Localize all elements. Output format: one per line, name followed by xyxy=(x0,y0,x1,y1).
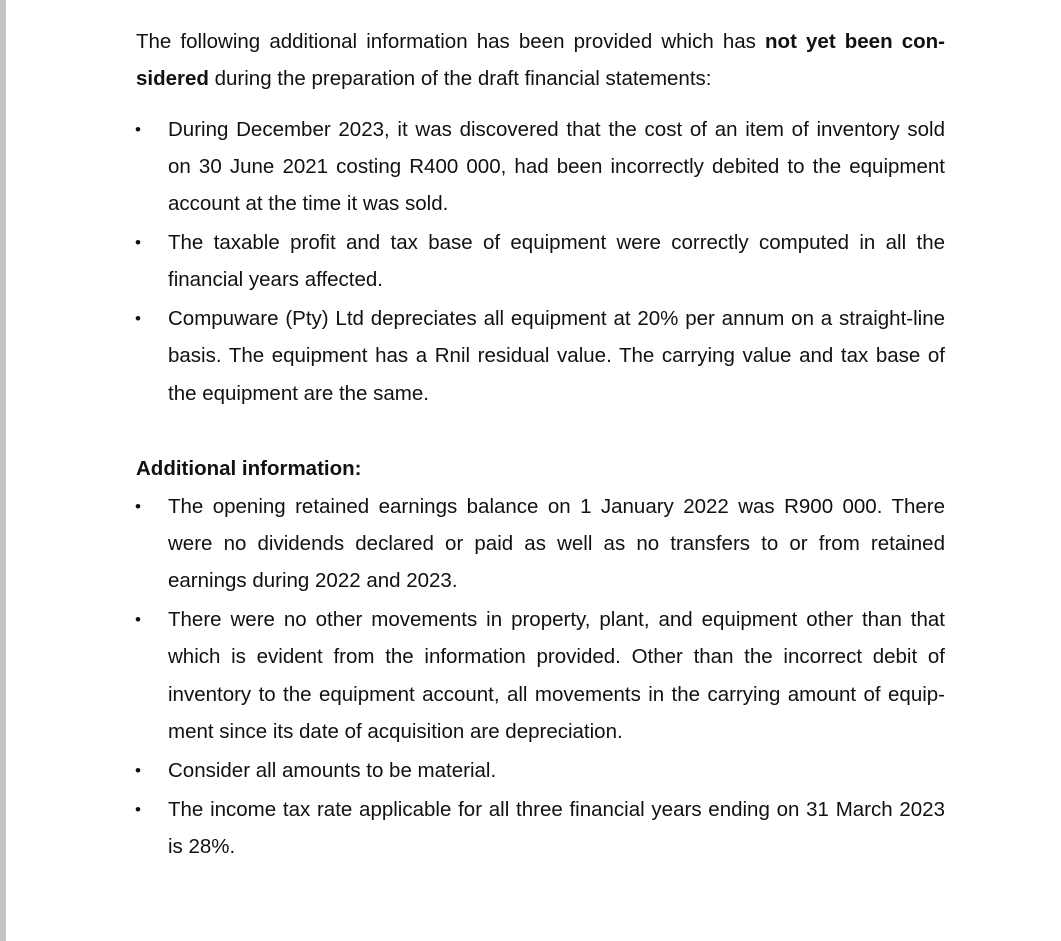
list-item xyxy=(136,224,945,299)
additional-info-heading: Additional information: xyxy=(136,457,362,481)
intro-text: The following additional information has been provided which has xyxy=(136,30,766,53)
list-item-text: The taxable profit and tax base of equipment were correctly computed in all the financial years affected. xyxy=(168,230,945,292)
section-spacer xyxy=(136,413,945,450)
list-item xyxy=(136,752,945,789)
intro-text-end: during the preparation of the draft financial statements: xyxy=(208,67,712,91)
list-item xyxy=(136,111,945,223)
list-item-text: Consider all amounts to be material. xyxy=(168,758,497,782)
bullet-icon: • xyxy=(135,232,141,252)
list-item xyxy=(136,488,945,600)
left-margin-bar xyxy=(0,0,6,941)
list-item-text: The opening retained earnings balance on 1 January 2022 was R900 000. There were no dividends declared or paid as well as no transfers to or from retained earnings during 2022 and 2023. xyxy=(168,494,945,593)
bullet-icon: • xyxy=(135,309,141,329)
list-item-text: There were no other movements in property, plant, and equipment other than that which is evident from the information provided. Other than the incorrect debit of inventory to the equipment account, all movements in the carrying amount of equip-ment since its date of acquisition are depreciation. xyxy=(168,608,945,744)
list-item-text: Compuware (Pty) Ltd depreciates all equipment at 20% per annum on a straight-line basis. The equipment has a Rnil residual value. The carrying value and tax base of the equipment are the same. xyxy=(168,307,945,405)
first-bullet-list xyxy=(136,111,945,412)
list-item xyxy=(136,791,945,866)
bullet-icon: • xyxy=(135,496,141,516)
document-page xyxy=(136,23,945,867)
bullet-icon: • xyxy=(135,760,141,780)
intro-emphasis: not yet been con-sidered xyxy=(136,30,945,91)
bullet-icon: • xyxy=(135,610,141,630)
intro-paragraph xyxy=(136,23,945,98)
list-item-text: During December 2023, it was discovered that the cost of an item of inventory sold on 30 June 2021 costing R400 000, had been incorrectly debited to the equipment account at the time it was sold. xyxy=(168,117,945,216)
bullet-icon: • xyxy=(135,799,141,819)
additional-bullet-list xyxy=(136,488,945,865)
list-item-text: The income tax rate applicable for all three financial years ending on 31 March 2023 is 28%. xyxy=(168,797,945,858)
bullet-icon: • xyxy=(135,119,141,139)
list-item xyxy=(136,300,945,412)
list-item xyxy=(136,601,945,750)
